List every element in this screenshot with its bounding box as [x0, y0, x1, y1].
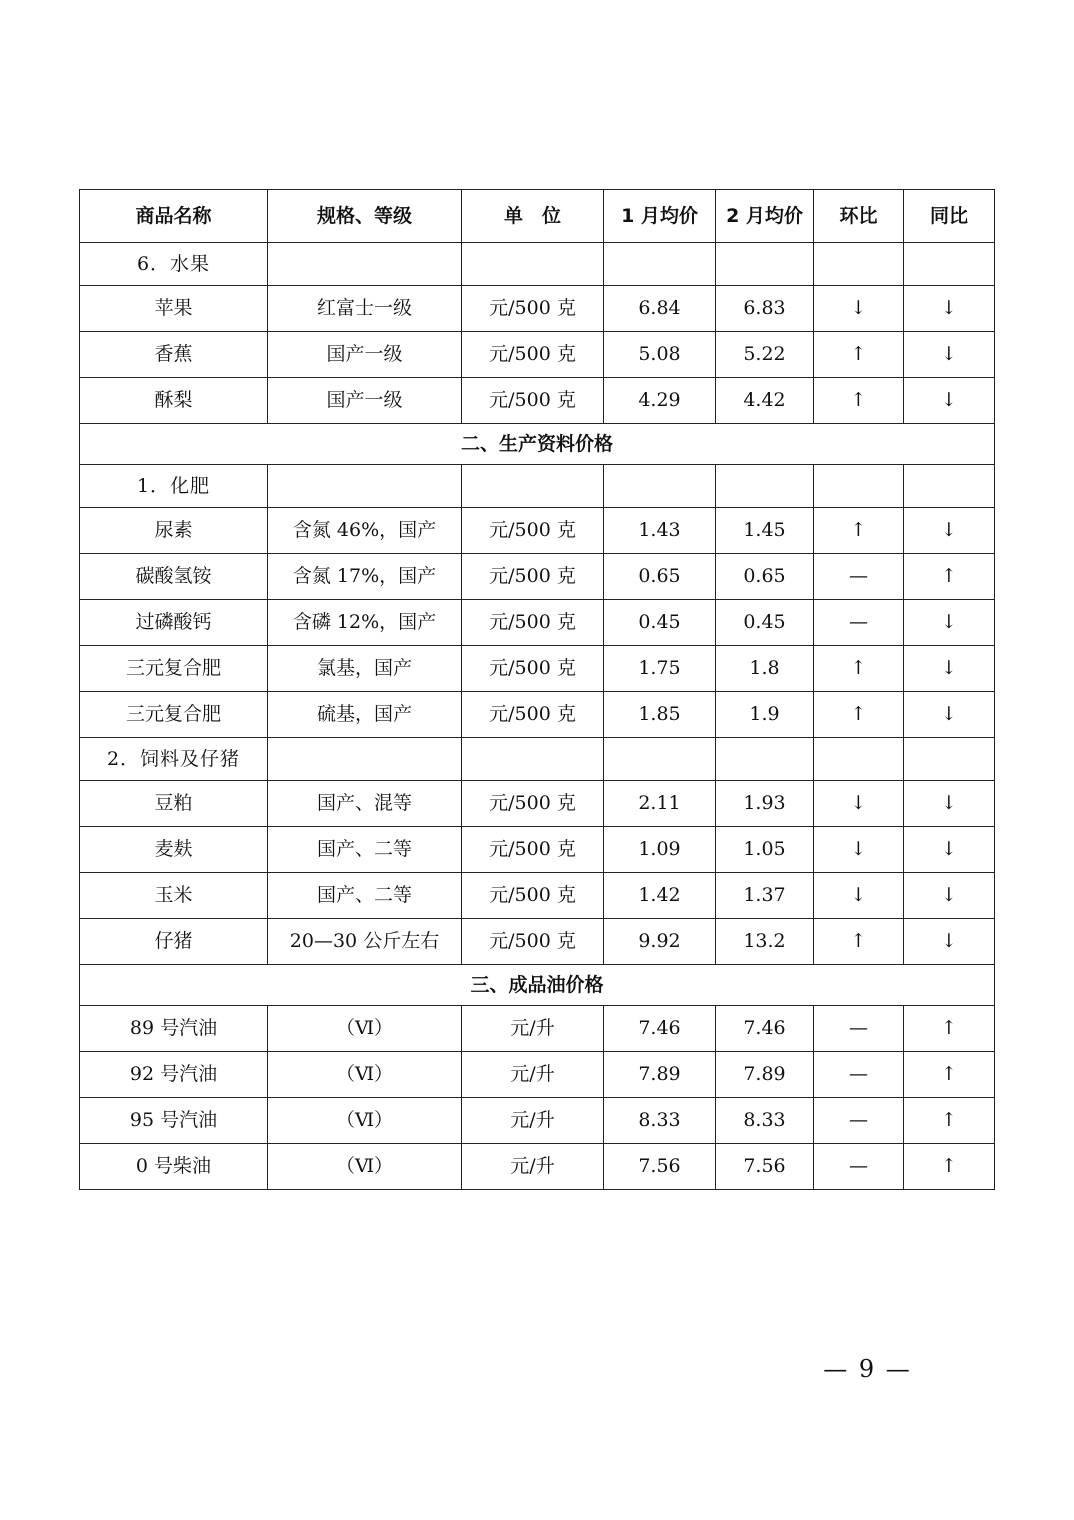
- table-row: [80, 692, 995, 738]
- table-row: [80, 1052, 995, 1098]
- cell-jan: 1.75: [604, 646, 716, 692]
- cell-mom: —: [814, 1144, 904, 1190]
- cell-name: 92 号汽油: [80, 1052, 268, 1098]
- cell-unit: 元/500 克: [462, 873, 604, 919]
- cell-jan: 1.42: [604, 873, 716, 919]
- section-row: [80, 424, 995, 465]
- cell-name: 玉米: [80, 873, 268, 919]
- cell-spec: （Ⅵ）: [268, 1006, 462, 1052]
- cell-feb: 7.89: [716, 1052, 814, 1098]
- cell-name: 95 号汽油: [80, 1098, 268, 1144]
- cell-yoy: ↓: [904, 692, 995, 738]
- category-row: [80, 465, 995, 508]
- cell-spec: 含氮 46%，国产: [268, 508, 462, 554]
- cell-jan: 1.43: [604, 508, 716, 554]
- cell-yoy: ↑: [904, 1098, 995, 1144]
- cell-unit: 元/500 克: [462, 827, 604, 873]
- cell-jan: 0.65: [604, 554, 716, 600]
- cell-unit: 元/升: [462, 1144, 604, 1190]
- cell-unit: 元/500 克: [462, 554, 604, 600]
- cell-yoy: ↓: [904, 378, 995, 424]
- empty-cell: [904, 465, 995, 508]
- section-title: 二、生产资料价格: [80, 424, 995, 465]
- table-row: [80, 332, 995, 378]
- cell-spec: （Ⅵ）: [268, 1098, 462, 1144]
- cell-mom: —: [814, 1052, 904, 1098]
- cell-spec: 含氮 17%，国产: [268, 554, 462, 600]
- cell-feb: 7.56: [716, 1144, 814, 1190]
- category-title: 1．化肥: [80, 465, 268, 508]
- table-row: [80, 600, 995, 646]
- table-row: [80, 827, 995, 873]
- cell-jan: 2.11: [604, 781, 716, 827]
- cell-name: 碳酸氢铵: [80, 554, 268, 600]
- header-unit: 单 位: [462, 190, 604, 243]
- cell-feb: 5.22: [716, 332, 814, 378]
- header-spec: 规格、等级: [268, 190, 462, 243]
- page-number: — 9 —: [823, 1355, 912, 1383]
- cell-unit: 元/500 克: [462, 332, 604, 378]
- cell-mom: —: [814, 1006, 904, 1052]
- empty-cell: [604, 243, 716, 286]
- table-row: [80, 1098, 995, 1144]
- cell-spec: （Ⅵ）: [268, 1144, 462, 1190]
- header-name: 商品名称: [80, 190, 268, 243]
- cell-feb: 6.83: [716, 286, 814, 332]
- cell-spec: （Ⅵ）: [268, 1052, 462, 1098]
- cell-jan: 4.29: [604, 378, 716, 424]
- cell-unit: 元/500 克: [462, 286, 604, 332]
- cell-yoy: ↓: [904, 646, 995, 692]
- cell-mom: —: [814, 554, 904, 600]
- cell-mom: ↑: [814, 508, 904, 554]
- table-row: [80, 286, 995, 332]
- table-row: [80, 873, 995, 919]
- cell-name: 苹果: [80, 286, 268, 332]
- empty-cell: [268, 738, 462, 781]
- cell-yoy: ↑: [904, 1052, 995, 1098]
- cell-yoy: ↓: [904, 332, 995, 378]
- empty-cell: [716, 738, 814, 781]
- cell-name: 仔猪: [80, 919, 268, 965]
- cell-jan: 7.56: [604, 1144, 716, 1190]
- cell-jan: 1.85: [604, 692, 716, 738]
- table-row: [80, 646, 995, 692]
- cell-name: 三元复合肥: [80, 646, 268, 692]
- empty-cell: [462, 465, 604, 508]
- cell-feb: 8.33: [716, 1098, 814, 1144]
- empty-cell: [268, 465, 462, 508]
- cell-yoy: ↑: [904, 554, 995, 600]
- cell-yoy: ↓: [904, 286, 995, 332]
- cell-unit: 元/500 克: [462, 378, 604, 424]
- cell-feb: 0.45: [716, 600, 814, 646]
- cell-jan: 8.33: [604, 1098, 716, 1144]
- cell-name: 酥梨: [80, 378, 268, 424]
- cell-feb: 4.42: [716, 378, 814, 424]
- cell-name: 0 号柴油: [80, 1144, 268, 1190]
- cell-spec: 国产、混等: [268, 781, 462, 827]
- cell-name: 香蕉: [80, 332, 268, 378]
- empty-cell: [904, 738, 995, 781]
- cell-mom: ↑: [814, 332, 904, 378]
- table-row: [80, 508, 995, 554]
- header-yoy: 同比: [904, 190, 995, 243]
- cell-mom: —: [814, 600, 904, 646]
- cell-unit: 元/500 克: [462, 646, 604, 692]
- cell-spec: 20—30 公斤左右: [268, 919, 462, 965]
- category-title: 2．饲料及仔猪: [80, 738, 268, 781]
- cell-spec: 氯基，国产: [268, 646, 462, 692]
- table-row: [80, 781, 995, 827]
- cell-mom: ↑: [814, 692, 904, 738]
- cell-unit: 元/升: [462, 1098, 604, 1144]
- empty-cell: [604, 738, 716, 781]
- cell-feb: 1.45: [716, 508, 814, 554]
- empty-cell: [462, 738, 604, 781]
- cell-feb: 1.9: [716, 692, 814, 738]
- category-title: 6．水果: [80, 243, 268, 286]
- cell-feb: 1.37: [716, 873, 814, 919]
- cell-feb: 0.65: [716, 554, 814, 600]
- category-row: [80, 243, 995, 286]
- cell-yoy: ↓: [904, 919, 995, 965]
- cell-jan: 7.46: [604, 1006, 716, 1052]
- cell-feb: 1.8: [716, 646, 814, 692]
- cell-mom: ↓: [814, 873, 904, 919]
- cell-mom: ↓: [814, 827, 904, 873]
- cell-mom: ↓: [814, 286, 904, 332]
- cell-unit: 元/500 克: [462, 692, 604, 738]
- cell-feb: 1.93: [716, 781, 814, 827]
- cell-unit: 元/500 克: [462, 781, 604, 827]
- category-row: [80, 738, 995, 781]
- empty-cell: [462, 243, 604, 286]
- cell-jan: 1.09: [604, 827, 716, 873]
- cell-jan: 9.92: [604, 919, 716, 965]
- cell-unit: 元/500 克: [462, 600, 604, 646]
- cell-name: 三元复合肥: [80, 692, 268, 738]
- empty-cell: [904, 243, 995, 286]
- cell-unit: 元/500 克: [462, 919, 604, 965]
- empty-cell: [814, 465, 904, 508]
- cell-yoy: ↓: [904, 873, 995, 919]
- cell-name: 尿素: [80, 508, 268, 554]
- cell-yoy: ↓: [904, 827, 995, 873]
- cell-jan: 6.84: [604, 286, 716, 332]
- header-jan: 1 月均价: [604, 190, 716, 243]
- table-row: [80, 1144, 995, 1190]
- cell-spec: 国产一级: [268, 332, 462, 378]
- empty-cell: [604, 465, 716, 508]
- header-mom: 环比: [814, 190, 904, 243]
- header-feb: 2 月均价: [716, 190, 814, 243]
- cell-name: 麦麸: [80, 827, 268, 873]
- cell-feb: 13.2: [716, 919, 814, 965]
- cell-spec: 国产一级: [268, 378, 462, 424]
- cell-yoy: ↓: [904, 508, 995, 554]
- cell-mom: ↑: [814, 919, 904, 965]
- cell-jan: 7.89: [604, 1052, 716, 1098]
- empty-cell: [268, 243, 462, 286]
- cell-yoy: ↓: [904, 781, 995, 827]
- table-row: [80, 554, 995, 600]
- empty-cell: [716, 465, 814, 508]
- cell-spec: 红富士一级: [268, 286, 462, 332]
- cell-name: 89 号汽油: [80, 1006, 268, 1052]
- section-row: [80, 965, 995, 1006]
- cell-yoy: ↓: [904, 600, 995, 646]
- cell-spec: 国产、二等: [268, 827, 462, 873]
- table-row: [80, 1006, 995, 1052]
- cell-yoy: ↑: [904, 1144, 995, 1190]
- cell-spec: 硫基，国产: [268, 692, 462, 738]
- cell-feb: 1.05: [716, 827, 814, 873]
- cell-unit: 元/升: [462, 1052, 604, 1098]
- cell-feb: 7.46: [716, 1006, 814, 1052]
- section-title: 三、成品油价格: [80, 965, 995, 1006]
- cell-spec: 国产、二等: [268, 873, 462, 919]
- cell-mom: ↑: [814, 646, 904, 692]
- cell-mom: —: [814, 1098, 904, 1144]
- empty-cell: [716, 243, 814, 286]
- cell-name: 过磷酸钙: [80, 600, 268, 646]
- table-header-row: [80, 190, 995, 243]
- table-row: [80, 919, 995, 965]
- cell-jan: 0.45: [604, 600, 716, 646]
- cell-yoy: ↑: [904, 1006, 995, 1052]
- cell-jan: 5.08: [604, 332, 716, 378]
- cell-mom: ↓: [814, 781, 904, 827]
- cell-unit: 元/升: [462, 1006, 604, 1052]
- empty-cell: [814, 738, 904, 781]
- price-table: [79, 189, 995, 1190]
- cell-unit: 元/500 克: [462, 508, 604, 554]
- cell-mom: ↑: [814, 378, 904, 424]
- table-body: [80, 243, 995, 1190]
- cell-name: 豆粕: [80, 781, 268, 827]
- cell-spec: 含磷 12%，国产: [268, 600, 462, 646]
- empty-cell: [814, 243, 904, 286]
- table-row: [80, 378, 995, 424]
